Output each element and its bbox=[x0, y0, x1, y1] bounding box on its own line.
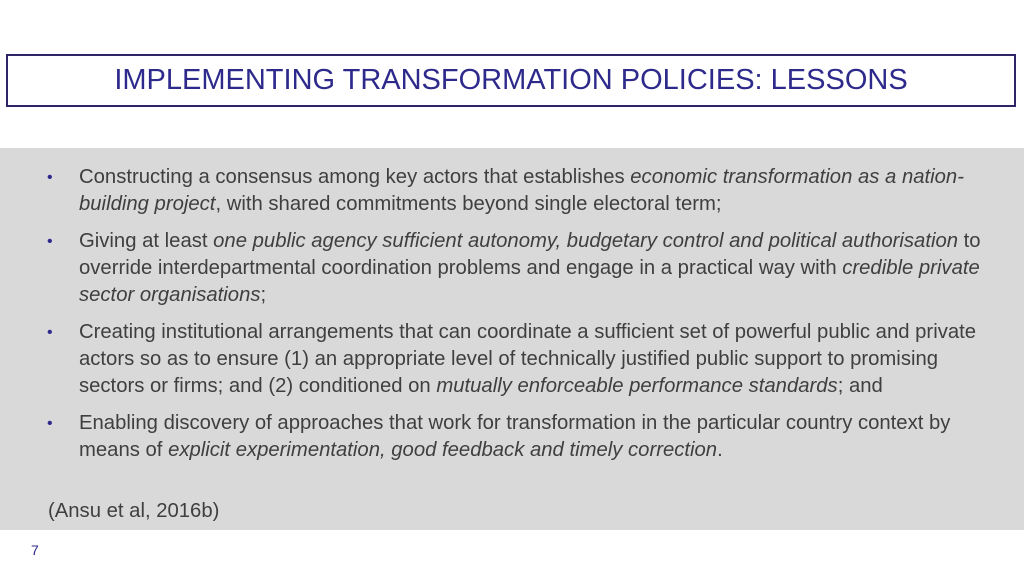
bullet-item-public-agency bbox=[45, 228, 985, 309]
bullet-marker: • bbox=[47, 169, 53, 186]
bullet-emphasis: one public agency sufficient autonomy, budgetary control and political authorisation bbox=[213, 230, 959, 252]
bullet-text: Enabling discovery of approaches that work for transformation in the particular country context by means of bbox=[79, 412, 951, 461]
bullet-text: ; bbox=[260, 284, 267, 306]
slide-title: IMPLEMENTING TRANSFORMATION POLICIES: LESSONS bbox=[114, 64, 908, 96]
bullet-marker: • bbox=[47, 415, 53, 432]
bullet-emphasis: explicit experimentation, good feedback and timely correction bbox=[168, 439, 718, 461]
bullet-text: Constructing a consensus among key actors that establishes bbox=[79, 166, 631, 188]
bullet-item-consensus bbox=[45, 164, 985, 218]
bullet-emphasis: mutually enforceable performance standards bbox=[436, 375, 838, 397]
page-number: 7 bbox=[31, 542, 39, 558]
bullet-text: Creating institutional arrangements that can coordinate a sufficient set of powerful public and private actors so as to ensure (1) an appropriate level of technically justified public support to promising sectors or firms; and (2) conditioned on bbox=[79, 321, 977, 397]
bullet-marker: • bbox=[47, 233, 53, 250]
bullet-item-discovery bbox=[45, 410, 985, 464]
bullet-text: . bbox=[717, 439, 723, 461]
bullet-text: ; and bbox=[837, 375, 883, 397]
bullet-text: to override interdepartmental coordination problems and engage in a practical way with bbox=[79, 230, 981, 279]
bullet-text: , with shared commitments beyond single electoral term; bbox=[215, 193, 722, 215]
bullet-emphasis: credible private sector organisations bbox=[79, 257, 980, 306]
bullet-text: Giving at least bbox=[79, 230, 214, 252]
title-box bbox=[6, 54, 1016, 107]
bullet-list bbox=[45, 164, 985, 474]
citation: (Ansu et al, 2016b) bbox=[48, 500, 220, 522]
content-panel bbox=[0, 148, 1024, 530]
bullet-item-institutional-arrangements bbox=[45, 319, 985, 400]
bullet-marker: • bbox=[47, 324, 53, 341]
bullet-emphasis: economic transformation as a nation-building project bbox=[79, 166, 964, 215]
